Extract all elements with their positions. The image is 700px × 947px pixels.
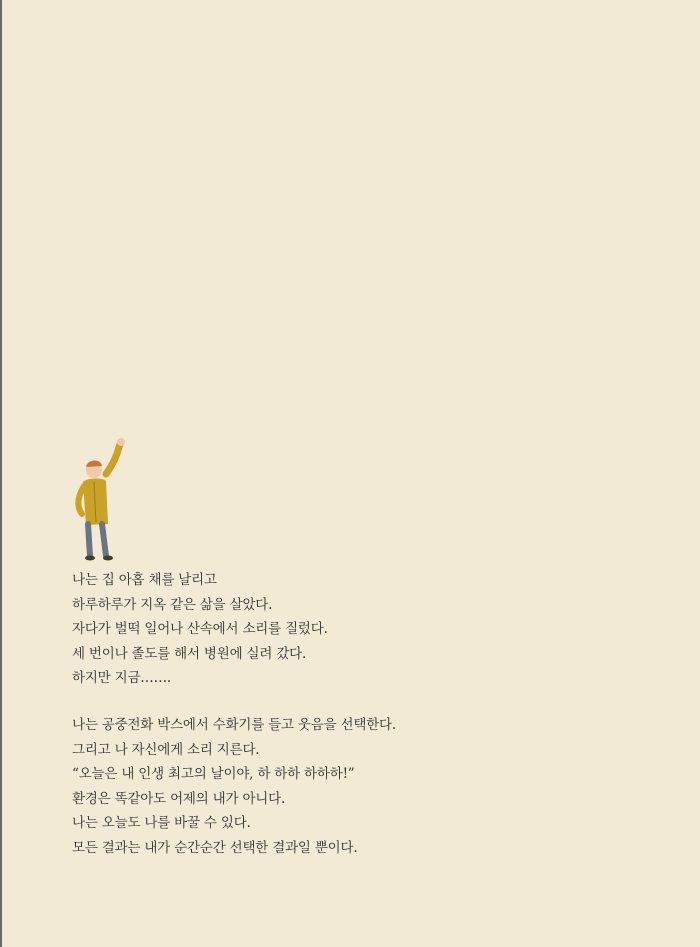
text-line: 나는 공중전화 박스에서 수화기를 들고 웃음을 선택한다.	[72, 716, 396, 733]
text-line: 나는 오늘도 나를 바꿀 수 있다.	[72, 815, 251, 832]
text-line: 세 번이나 졸도를 해서 병원에 실려 갔다.	[72, 645, 307, 662]
paragraph-2	[72, 713, 672, 861]
text-line: 환경은 똑같아도 어제의 내가 아니다.	[72, 790, 286, 807]
body-text	[72, 568, 672, 861]
text-line: 자다가 벌떡 일어나 산속에서 소리를 질렀다.	[72, 621, 328, 638]
waving-man-illustration-icon	[68, 436, 132, 562]
text-line: 하지만 지금…….	[72, 670, 171, 687]
text-line: 나는 집 아홉 채를 날리고	[72, 572, 217, 588]
text-line: 그리고 나 자신에게 소리 지른다.	[72, 741, 260, 758]
paragraph-1	[72, 568, 672, 691]
text-line: 하루하루가 지옥 같은 삶을 살았다.	[72, 596, 273, 613]
text-line: “오늘은 내 인생 최고의 날이야, 하 하하 하하하!”	[72, 766, 355, 783]
text-line: 모든 결과는 내가 순간순간 선택한 결과일 뿐이다.	[72, 839, 358, 856]
